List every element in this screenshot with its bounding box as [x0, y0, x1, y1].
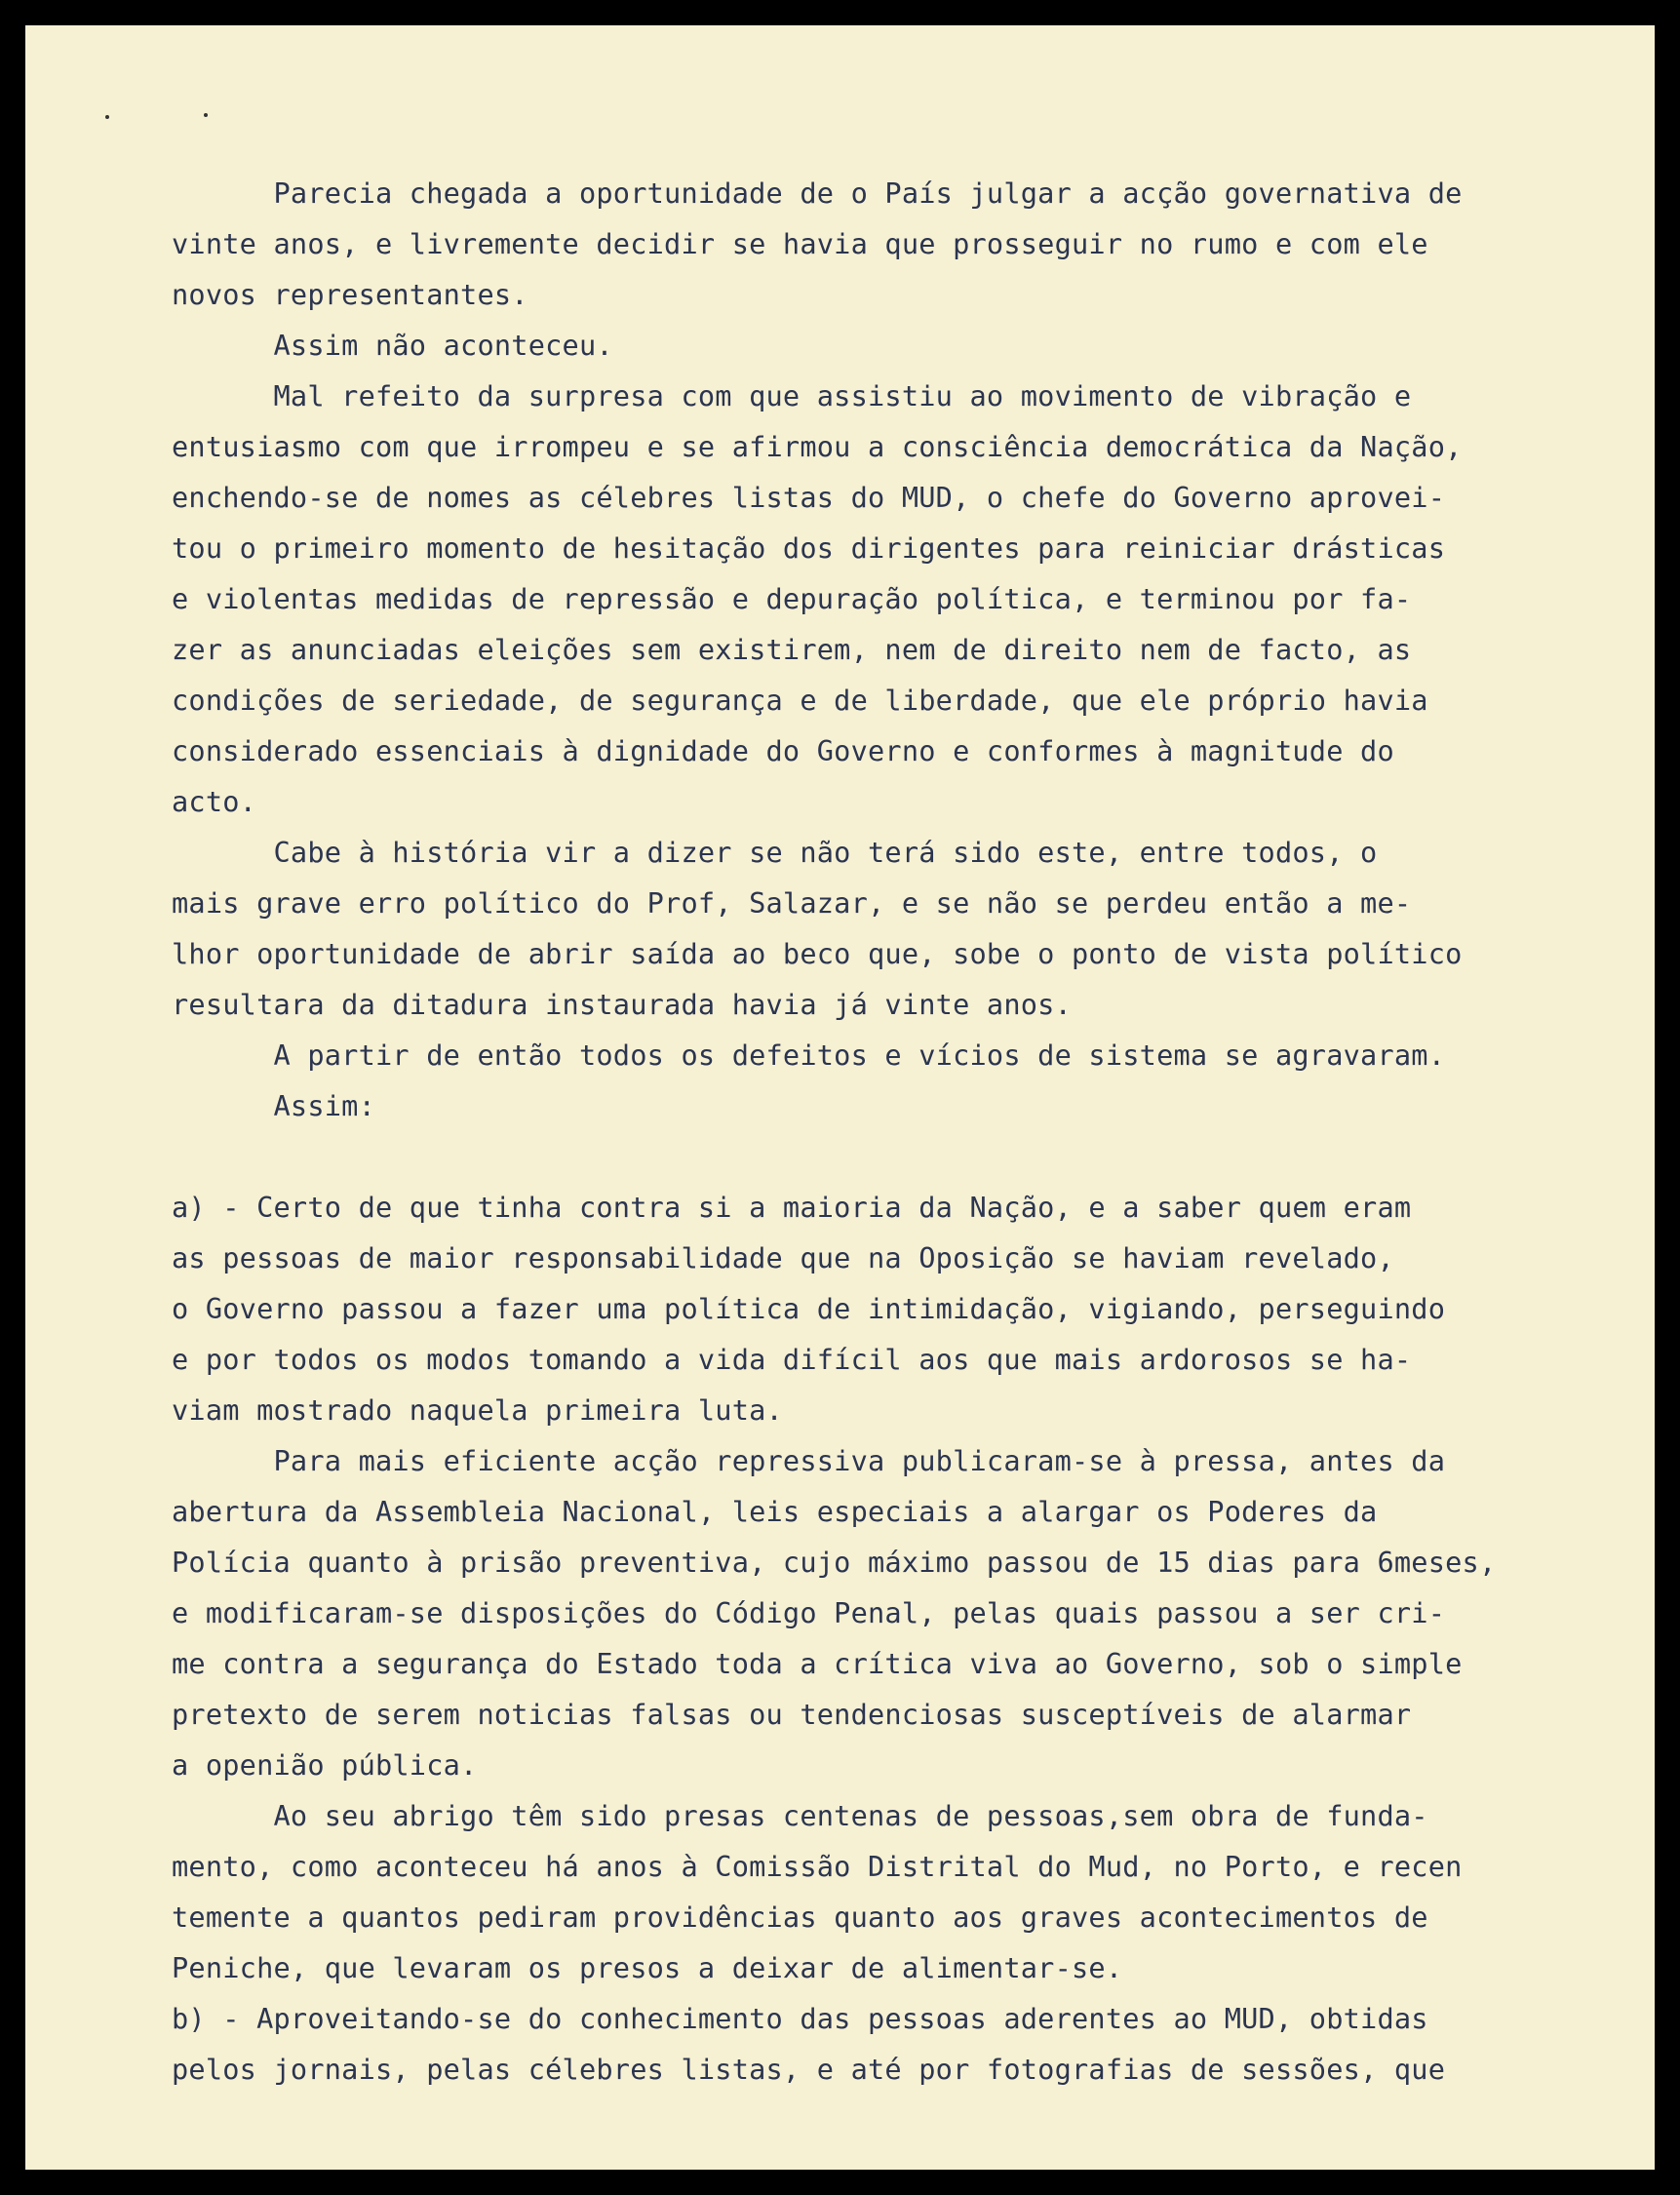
text-line: as pessoas de maior responsabilidade que na Oposição se haviam revelado, [172, 1241, 1394, 1274]
text-line: Parecia chegada a oportunidade de o País julgar a acção governativa de [172, 176, 1463, 210]
text-line: mento, como aconteceu há anos à Comissão Distrital do Mud, no Porto, e recen [172, 1850, 1463, 1883]
text-line: Assim: [172, 1089, 375, 1122]
text-line: tou o primeiro momento de hesitação dos dirigentes para reiniciar drásticas [172, 531, 1446, 565]
text-line: e violentas medidas de repressão e depuração política, e terminou por fa- [172, 582, 1412, 615]
text-line: mais grave erro político do Prof, Salazar, e se não se perdeu então a me- [172, 886, 1412, 920]
text-line: o Governo passou a fazer uma política de intimidação, vigiando, perseguindo [172, 1292, 1446, 1325]
text-line: zer as anunciadas eleições sem existirem, nem de direito nem de facto, as [172, 633, 1412, 666]
text-line: temente a quantos pediram providências quanto aos graves acontecimentos de [172, 1901, 1428, 1934]
text-line: e por todos os modos tomando a vida difícil aos que mais ardorosos se ha- [172, 1343, 1412, 1376]
text-line: Peniche, que levaram os presos a deixar de alimentar-se. [172, 1951, 1123, 1984]
text-line: me contra a segurança do Estado toda a crítica viva ao Governo, sob o simple [172, 1647, 1463, 1680]
page-mark [204, 113, 208, 117]
text-line: pretexto de serem noticias falsas ou tendenciosas susceptíveis de alarmar [172, 1698, 1412, 1731]
text-line: pelos jornais, pelas célebres listas, e até por fotografias de sessões, que [172, 2053, 1446, 2086]
text-line: A partir de então todos os defeitos e vícios de sistema se agravaram. [172, 1039, 1446, 1072]
text-line: viam mostrado naquela primeira luta. [172, 1393, 783, 1427]
text-line: entusiasmo com que irrompeu e se afirmou a consciência democrática da Nação, [172, 430, 1463, 463]
text-line: Mal refeito da surpresa com que assistiu ao movimento de vibração e [172, 379, 1412, 412]
text-line: a) - Certo de que tinha contra si a maioria da Nação, e a saber quem eram [172, 1191, 1412, 1224]
text-line: Para mais eficiente acção repressiva publicaram-se à pressa, antes da [172, 1444, 1446, 1477]
text-line: vinte anos, e livremente decidir se havia que prosseguir no rumo e com ele [172, 227, 1428, 260]
document-page [25, 25, 1655, 2170]
text-line: Assim não aconteceu. [172, 329, 613, 362]
text-line: Ao seu abrigo têm sido presas centenas de pessoas,sem obra de funda- [172, 1799, 1428, 1832]
text-line: lhor oportunidade de abrir saída ao beco que, sobe o ponto de vista político [172, 937, 1463, 970]
text-line: novos representantes. [172, 278, 528, 311]
text-line: considerado essenciais à dignidade do Governo e conformes à magnitude do [172, 734, 1394, 767]
text-line: b) - Aproveitando-se do conhecimento das pessoas aderentes ao MUD, obtidas [172, 2002, 1428, 2035]
text-line: resultara da ditadura instaurada havia já vinte anos. [172, 988, 1072, 1021]
text-line: enchendo-se de nomes as célebres listas do MUD, o chefe do Governo aprovei- [172, 481, 1446, 514]
page-mark [105, 115, 109, 119]
text-line: Cabe à história vir a dizer se não terá sido este, entre todos, o [172, 836, 1378, 869]
text-line: acto. [172, 785, 257, 818]
text-line: condições de seriedade, de segurança e de liberdade, que ele próprio havia [172, 684, 1428, 717]
text-line: a openião pública. [172, 1748, 478, 1782]
text-line: e modificaram-se disposições do Código Penal, pelas quais passou a ser cri- [172, 1596, 1446, 1629]
text-line: Polícia quanto à prisão preventiva, cujo máximo passou de 15 dias para 6meses, [172, 1546, 1497, 1579]
text-line: abertura da Assembleia Nacional, leis especiais a alargar os Poderes da [172, 1495, 1378, 1528]
